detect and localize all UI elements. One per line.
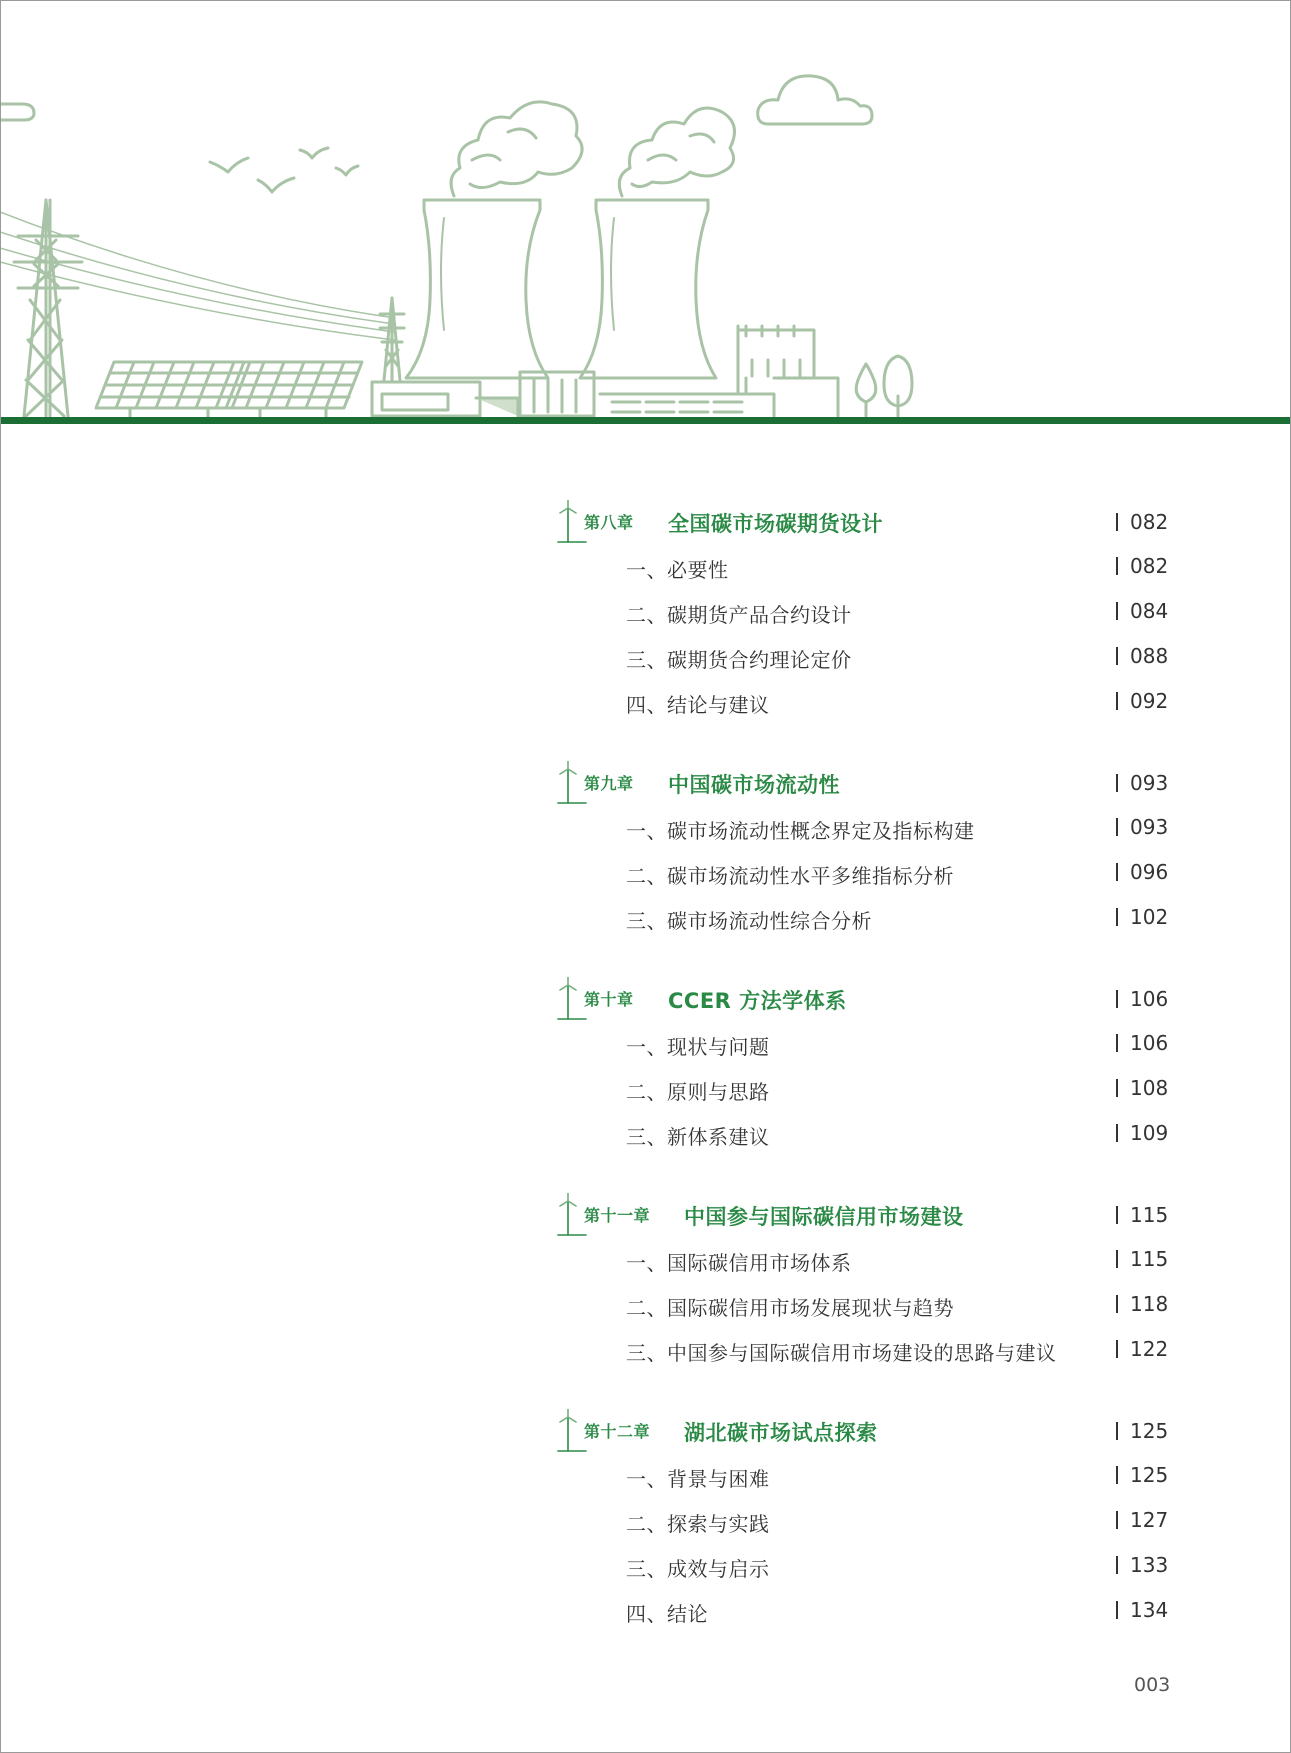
page-number-text: 125 xyxy=(1130,1419,1169,1443)
page-separator xyxy=(1116,1556,1118,1574)
page-number-text: 127 xyxy=(1130,1508,1169,1532)
section-title: 二、碳市场流动性水平多维指标分析 xyxy=(626,864,954,888)
toc-section-row[interactable] xyxy=(556,590,1176,635)
toc-chapter xyxy=(556,761,1176,941)
toc-section-row[interactable] xyxy=(556,635,1176,680)
toc-section-row[interactable] xyxy=(556,806,1176,851)
page-separator xyxy=(1116,818,1118,836)
page-separator xyxy=(1116,1206,1118,1224)
section-page-number xyxy=(1116,815,1168,839)
toc-section-row[interactable] xyxy=(556,1328,1176,1373)
page-number-text: 084 xyxy=(1130,599,1169,623)
chapter-number: 第十章 xyxy=(584,990,634,1009)
page-number-text: 106 xyxy=(1130,987,1169,1011)
section-page-number xyxy=(1116,1337,1168,1361)
page-number-text: 093 xyxy=(1130,771,1169,795)
toc-section-row[interactable] xyxy=(556,545,1176,590)
chapter-page-number xyxy=(1116,510,1168,534)
page-separator xyxy=(1116,863,1118,881)
header-rule xyxy=(0,417,1291,424)
section-title: 一、碳市场流动性概念界定及指标构建 xyxy=(626,819,975,843)
page-number-text: 118 xyxy=(1130,1292,1169,1316)
page-separator xyxy=(1116,1124,1118,1142)
toc-chapter-row[interactable] xyxy=(556,1409,1176,1454)
factory-buildings xyxy=(372,326,838,416)
chapter-page-number xyxy=(1116,1203,1168,1227)
section-page-number xyxy=(1116,554,1168,578)
section-page-number xyxy=(1116,1463,1168,1487)
page-number-text: 122 xyxy=(1130,1337,1169,1361)
page-separator xyxy=(1116,990,1118,1008)
section-title: 三、中国参与国际碳信用市场建设的思路与建议 xyxy=(626,1341,1057,1365)
page-separator xyxy=(1116,602,1118,620)
section-page-number xyxy=(1116,1031,1168,1055)
page-separator xyxy=(1116,908,1118,926)
page-number-text: 133 xyxy=(1130,1553,1169,1577)
tree-icon xyxy=(856,364,876,416)
page-separator xyxy=(1116,1466,1118,1484)
section-page-number xyxy=(1116,1598,1168,1622)
toc-section-row[interactable] xyxy=(556,680,1176,725)
toc-section-row[interactable] xyxy=(556,1022,1176,1067)
toc-chapter-row[interactable] xyxy=(556,761,1176,806)
chapter-page-number xyxy=(1116,771,1168,795)
section-title: 四、结论与建议 xyxy=(626,693,770,717)
table-of-contents xyxy=(556,500,1176,1634)
toc-section-row[interactable] xyxy=(556,1454,1176,1499)
toc-section-row[interactable] xyxy=(556,1067,1176,1112)
page-number-text: 109 xyxy=(1130,1121,1169,1145)
page-separator xyxy=(1116,774,1118,792)
cloud-icon xyxy=(0,104,34,120)
section-title: 三、碳期货合约理论定价 xyxy=(626,648,852,672)
toc-chapter xyxy=(556,1193,1176,1373)
chapter-number: 第八章 xyxy=(584,513,634,532)
cooling-tower-icon xyxy=(406,102,582,378)
section-page-number xyxy=(1116,1247,1168,1271)
chapter-page-number xyxy=(1116,1419,1168,1443)
page-separator xyxy=(1116,1601,1118,1619)
section-title: 三、碳市场流动性综合分析 xyxy=(626,909,872,933)
page-separator xyxy=(1116,1250,1118,1268)
page-separator xyxy=(1116,647,1118,665)
toc-section-row[interactable] xyxy=(556,1589,1176,1634)
section-page-number xyxy=(1116,1553,1168,1577)
chapter-spacer xyxy=(556,1157,1176,1193)
page-number-text: 093 xyxy=(1130,815,1169,839)
chapter-title: 中国参与国际碳信用市场建设 xyxy=(684,1205,964,1229)
section-title: 一、背景与困难 xyxy=(626,1467,770,1491)
toc-section-row[interactable] xyxy=(556,851,1176,896)
page-number-text: 096 xyxy=(1130,860,1169,884)
page-number-text: 134 xyxy=(1130,1598,1169,1622)
section-title: 二、国际碳信用市场发展现状与趋势 xyxy=(626,1296,954,1320)
page-number-text: 115 xyxy=(1130,1203,1169,1227)
section-page-number xyxy=(1116,1121,1168,1145)
section-page-number xyxy=(1116,689,1168,713)
section-title: 一、必要性 xyxy=(626,558,729,582)
page-number-text: 092 xyxy=(1130,689,1169,713)
cloud-icon xyxy=(758,76,872,124)
chapter-title: 湖北碳市场试点探索 xyxy=(684,1421,878,1445)
chapter-number: 第九章 xyxy=(584,774,634,793)
header-illustration xyxy=(0,0,1291,430)
chapter-title: CCER 方法学体系 xyxy=(668,989,847,1013)
page-separator xyxy=(1116,1034,1118,1052)
section-page-number xyxy=(1116,1508,1168,1532)
page-separator xyxy=(1116,1340,1118,1358)
toc-section-row[interactable] xyxy=(556,1112,1176,1157)
toc-section-row[interactable] xyxy=(556,1544,1176,1589)
cooling-tower-icon xyxy=(580,108,735,378)
section-page-number xyxy=(1116,644,1168,668)
section-page-number xyxy=(1116,1292,1168,1316)
section-page-number xyxy=(1116,599,1168,623)
page-separator xyxy=(1116,1422,1118,1440)
page-number: 003 xyxy=(1134,1674,1171,1696)
chapter-number: 第十二章 xyxy=(584,1422,651,1441)
toc-section-row[interactable] xyxy=(556,1283,1176,1328)
page-number-text: 102 xyxy=(1130,905,1169,929)
page-number-text: 108 xyxy=(1130,1076,1169,1100)
toc-section-row[interactable] xyxy=(556,1238,1176,1283)
birds-icon xyxy=(210,148,358,192)
toc-chapter xyxy=(556,1409,1176,1634)
tree-icon xyxy=(884,356,912,416)
toc-section-row[interactable] xyxy=(556,896,1176,941)
page-separator xyxy=(1116,557,1118,575)
section-title: 二、碳期货产品合约设计 xyxy=(626,603,852,627)
page-number-text: 125 xyxy=(1130,1463,1169,1487)
section-title: 一、国际碳信用市场体系 xyxy=(626,1251,852,1275)
toc-chapter-row[interactable] xyxy=(556,500,1176,545)
chapter-page-number xyxy=(1116,987,1168,1011)
chapter-title: 中国碳市场流动性 xyxy=(668,773,840,797)
chapter-spacer xyxy=(556,941,1176,977)
page-separator xyxy=(1116,1079,1118,1097)
section-title: 三、成效与启示 xyxy=(626,1557,770,1581)
page-separator xyxy=(1116,513,1118,531)
power-pylon-icon xyxy=(14,200,82,416)
chapter-number: 第十一章 xyxy=(584,1206,651,1225)
section-page-number xyxy=(1116,1076,1168,1100)
chapter-spacer xyxy=(556,1373,1176,1409)
page-separator xyxy=(1116,1511,1118,1529)
section-title: 一、现状与问题 xyxy=(626,1035,770,1059)
toc-section-row[interactable] xyxy=(556,1499,1176,1544)
page-separator xyxy=(1116,692,1118,710)
section-title: 二、探索与实践 xyxy=(626,1512,770,1536)
toc-chapter-row[interactable] xyxy=(556,977,1176,1022)
section-title: 二、原则与思路 xyxy=(626,1080,770,1104)
toc-chapter-row[interactable] xyxy=(556,1193,1176,1238)
page-number-text: 088 xyxy=(1130,644,1169,668)
page-number-text: 082 xyxy=(1130,510,1169,534)
page-number-text: 106 xyxy=(1130,1031,1169,1055)
section-title: 四、结论 xyxy=(626,1602,708,1626)
page-separator xyxy=(1116,1295,1118,1313)
section-title: 三、新体系建议 xyxy=(626,1125,770,1149)
page-number-text: 082 xyxy=(1130,554,1169,578)
toc-chapter xyxy=(556,977,1176,1157)
chapter-spacer xyxy=(556,725,1176,761)
section-page-number xyxy=(1116,860,1168,884)
toc-chapter xyxy=(556,500,1176,725)
page-number-text: 115 xyxy=(1130,1247,1169,1271)
section-page-number xyxy=(1116,905,1168,929)
chapter-title: 全国碳市场碳期货设计 xyxy=(668,512,883,536)
solar-panel-icon xyxy=(96,362,250,418)
